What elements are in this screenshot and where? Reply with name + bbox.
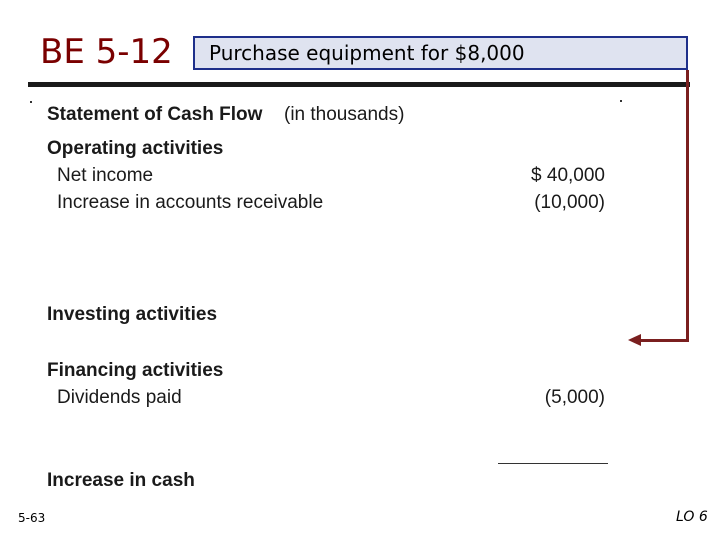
line-item-label: Dividends paid bbox=[57, 387, 182, 408]
investing-heading: Investing activities bbox=[47, 304, 218, 325]
total-underline bbox=[498, 463, 608, 464]
line-item-label: Net income bbox=[57, 165, 154, 186]
slide-title: BE 5-12 bbox=[40, 32, 173, 72]
line-item-amount: $ 40,000 bbox=[531, 165, 605, 186]
operating-heading: Operating activities bbox=[47, 138, 224, 159]
financing-heading: Financing activities bbox=[47, 360, 224, 381]
learning-objective: LO 6 bbox=[676, 509, 708, 525]
line-item-label: Increase in accounts receivable bbox=[57, 192, 324, 213]
total-label: Increase in cash bbox=[47, 470, 195, 491]
statement-title-note: (in thousands) bbox=[284, 104, 405, 125]
line-item-amount: (10,000) bbox=[534, 192, 605, 213]
slide-number: 5-63 bbox=[18, 511, 46, 525]
line-item-amount: (5,000) bbox=[544, 387, 605, 408]
prompt-text: Purchase equipment for $8,000 bbox=[209, 41, 525, 65]
statement-title: Statement of Cash Flow bbox=[47, 104, 263, 125]
